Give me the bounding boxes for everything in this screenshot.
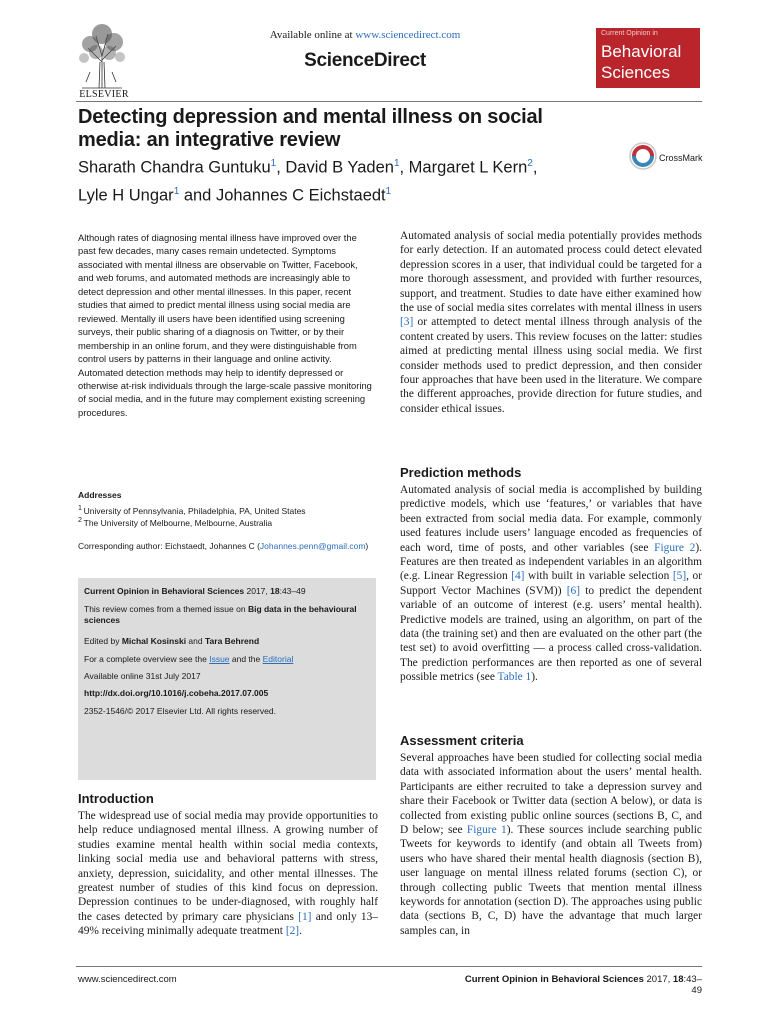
prediction-methods-heading: Prediction methods: [400, 465, 522, 480]
abstract: Although rates of diagnosing mental illness have improved over the past few decades, many cases remain undetected. Symptoms associated with mental illness are observable on Twitter, Facebook, and web forums, and automated methods are increasingly able to detect depression and other mental illnesses. In this paper, recent studies that aimed to predict mental illness using social media are reviewed. Mentally ill users have been identified using screening surveys, their public sharing of a diagnosis on Twitter, or by their membership in an online forum, and they were distinguishable from control users by patterns in their language and online activity. Automated detection methods may help to identify depressed or otherwise at-risk individuals through the large-scale passive monitoring of social media, and in the future may complement existing screening procedures.: [78, 232, 372, 418]
info-journal: Current Opinion in Behavioral Sciences: [84, 586, 245, 596]
crossmark-icon[interactable]: [629, 142, 657, 175]
journal-logo-small: Current Opinion in: [601, 30, 658, 37]
author-separator: ,: [399, 158, 409, 177]
header-rule: [76, 101, 702, 102]
article-title: [78, 106, 618, 152]
info-theme-name: Big data in the behavioural sciences: [84, 604, 357, 625]
issue-link[interactable]: Issue: [209, 654, 230, 664]
author-name[interactable]: David B Yaden: [285, 158, 394, 177]
corresponding-author: [78, 541, 374, 552]
footer-citation: [456, 974, 702, 996]
assessment-criteria-heading: Assessment criteria: [400, 733, 524, 748]
info-available: Available online 31st July 2017: [84, 671, 201, 681]
crossmark-label[interactable]: CrossMark: [659, 153, 703, 163]
address-text: University of Pennsylvania, Philadelphia, PA, United States: [83, 505, 306, 516]
right-text: Automated analysis of social media is accomplished by building predictive models, which use ‘features,’ or variables that have been extracted from social media data. For example, commonly used features include users’ language encoded as frequencies of each word, time of posts, and other variables (see: [400, 484, 702, 554]
right-text: , or Support Vector Machines (SVM)): [400, 570, 703, 597]
table-link[interactable]: Table 1: [497, 671, 532, 684]
author-affiliation-sup[interactable]: 1: [270, 158, 277, 169]
right-paragraph-1: [400, 229, 702, 416]
footer-pages: :43–49: [683, 974, 702, 996]
author-affiliation-sup[interactable]: 1: [173, 185, 180, 197]
author-affiliation-sup[interactable]: 2: [527, 158, 533, 169]
publisher-wordmark: ELSEVIER: [79, 89, 129, 100]
right-text: Several approaches have been studied for collecting social media data with associated information about the users’ mental health. Participants are either recruited to take a depression survey and share their Facebook or Twitter data (section A below), or data is collected from existing public online sources (sections B, C, and D below; see: [400, 752, 702, 837]
corresponding-prefix: Corresponding author: Eichstaedt, Johannes C (: [78, 541, 260, 551]
info-volume: 18: [270, 586, 280, 596]
elsevier-tree-logo: [76, 22, 128, 90]
introduction-heading: Introduction: [78, 791, 154, 806]
prediction-methods-body: [400, 483, 702, 685]
info-copyright: 2352-1546/© 2017 Elsevier Ltd. All rights reserved.: [84, 706, 276, 716]
right-text: with built in variable selection: [524, 570, 673, 583]
footer-site-link[interactable]: www.sciencedirect.com: [78, 974, 177, 985]
ref-link[interactable]: [2]: [285, 925, 300, 938]
title-line-2: media: an integrative review: [78, 129, 341, 151]
info-year: 2017,: [244, 586, 271, 596]
figure-link[interactable]: Figure 1: [466, 824, 507, 837]
info-overview-prefix: For a complete overview see the: [84, 654, 210, 664]
info-citation: [84, 586, 370, 597]
available-online-line: [200, 29, 530, 41]
info-editor-1: Michal Kosinski: [121, 636, 187, 646]
footer-volume: 18: [672, 974, 684, 985]
info-pages: :43–49: [279, 586, 306, 596]
assessment-criteria-body: [400, 751, 702, 938]
info-edited-prefix: Edited by: [84, 636, 122, 646]
addresses-heading: Addresses: [78, 490, 122, 500]
article-info-box: [78, 578, 376, 780]
right-text: or attempted to detect mental illness through analysis of the content created by users. This review focuses on the latter: studies aimed at predicting mental illness using social media. We first consider methods used to predict depression, and then consider four approaches that have been used in the literature. We compare the different approaches, provide direction for future studies, and consider ethical issues.: [400, 316, 702, 415]
author-affiliation-sup[interactable]: 1: [385, 185, 392, 197]
corresponding-suffix: ): [365, 541, 369, 551]
editorial-link[interactable]: Editorial: [262, 654, 294, 664]
footer-journal: Current Opinion in Behavioral Sciences: [464, 974, 644, 985]
sciencedirect-link[interactable]: www.sciencedirect.com: [355, 29, 461, 41]
info-overview: [84, 654, 370, 665]
right-text: to predict the dependent variable of an outcome of interest (e.g. users’ mental health). Predictive models are trained, using an algorithm, on part of the data (the training set) and then are evaluated on the other part (the test set) to avoid overfitting — a process called cross-validation. The prediction performances are then reported as one of several possible metrics (see: [400, 584, 702, 684]
author-name[interactable]: Lyle H Ungar: [78, 186, 174, 204]
author-email-link[interactable]: Johannes.penn@gmail.com: [259, 541, 366, 551]
author-name[interactable]: Margaret L Kern: [408, 158, 528, 177]
footer-year: 2017,: [643, 974, 673, 985]
footer-rule: [76, 966, 702, 967]
address-2: [78, 515, 378, 529]
right-text: ).: [531, 671, 538, 684]
author-affiliation-sup[interactable]: 1: [393, 158, 400, 169]
title-line-1: Detecting depression and mental illness on social: [78, 106, 543, 128]
author-separator: ,: [276, 158, 286, 177]
info-editor-and: and: [186, 636, 205, 646]
info-overview-and: and the: [229, 654, 263, 664]
author-separator: ,: [532, 158, 538, 177]
address-sup: 2: [78, 516, 82, 524]
intro-text-3: .: [299, 925, 302, 938]
info-theme: [84, 604, 370, 626]
right-text: ). Features are then treated as independent variables in an algorithm (e.g. Linear Regression: [400, 541, 702, 583]
right-text: Automated analysis of social media potentially provides methods for early detection. If an automated process could detect elevated depression scores in a user, that individual could be targeted for a more thorough assessment, and provided with further resources, support, and treatment. Studies to date have either examined how the use of social media sites correlates with mental illness in users: [400, 230, 702, 315]
author-separator: and: [179, 186, 216, 204]
ref-link[interactable]: [5]: [672, 570, 687, 583]
address-text: The University of Melbourne, Melbourne, Australia: [83, 517, 273, 528]
author-name[interactable]: Sharath Chandra Guntuku: [78, 158, 271, 177]
intro-text-2: and only 13–49% receiving minimally adequate treatment: [78, 910, 378, 938]
author-list: [78, 152, 638, 207]
info-theme-prefix: This review comes from a themed issue on: [84, 604, 248, 614]
journal-logo-line1: Behavioral: [601, 42, 682, 61]
available-prefix: Available online at: [269, 29, 356, 41]
ref-link[interactable]: [4]: [511, 570, 525, 583]
ref-link[interactable]: [3]: [400, 316, 414, 329]
right-text: ). These sources include searching public Tweets for keywords to identify (and obtain all Tweets from) users who have shared their mental health diagnosis (section B), user language on mental illness related forums (section C), or through collecting public Tweets that mention mental illness keywords for annotation (section D). The approaches using public data (sections B, C, D) have the advantage that much larger samples can, in: [400, 824, 702, 937]
author-name[interactable]: Johannes C Eichstaedt: [215, 186, 386, 204]
ref-link[interactable]: [1]: [298, 910, 312, 923]
journal-logo-line2: Sciences: [601, 63, 670, 82]
journal-logo: [596, 28, 700, 88]
ref-link[interactable]: [6]: [566, 584, 581, 597]
platform-name: ScienceDirect: [304, 50, 426, 71]
figure-link[interactable]: Figure 2: [654, 541, 696, 554]
doi-link[interactable]: http://dx.doi.org/10.1016/j.cobeha.2017.07.005: [84, 688, 269, 698]
introduction-body: [78, 809, 378, 939]
info-editors: [84, 636, 370, 647]
info-editor-2: Tara Behrend: [204, 636, 260, 646]
address-sup: 1: [78, 504, 82, 512]
intro-text-1: The widespread use of social media may provide opportunities to help reduce undiagnosed mental illness. A growing number of studies examine mental health within social media contexts, linking social media use and behavioral patterns with stress, anxiety, depression, suicidality, and other mental illnesses. The greatest number of studies of this kind focus on depression. Depression continues to be under-diagnosed, with roughly half the cases detected by primary care physicians: [78, 810, 378, 923]
